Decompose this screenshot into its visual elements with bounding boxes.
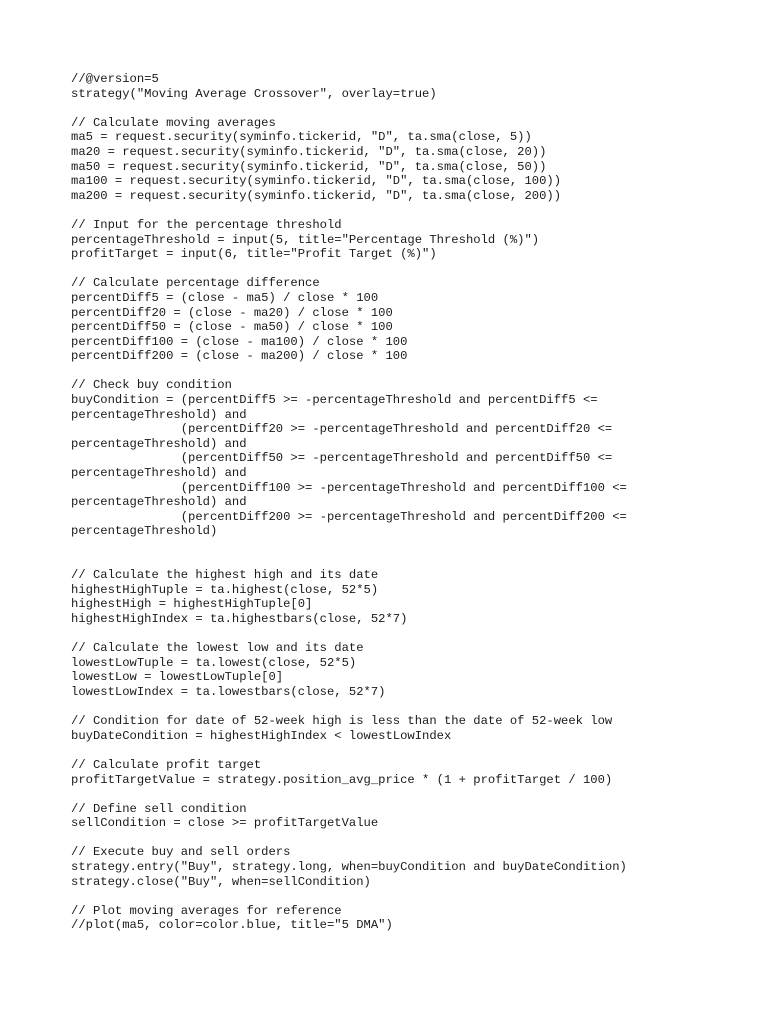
code-line (71, 554, 751, 569)
code-line (71, 743, 751, 758)
code-line: // Condition for date of 52-week high is less than the date of 52-week low (71, 714, 613, 729)
code-line: // Calculate percentage difference (71, 276, 320, 291)
code-line: // Calculate profit target (71, 757, 262, 772)
code-line: // Calculate moving averages (71, 115, 276, 130)
code-line: // Calculate the lowest low and its date (71, 641, 364, 656)
code-line: percentageThreshold) (71, 524, 218, 539)
code-line (71, 627, 751, 642)
code-line: // Input for the percentage threshold (71, 217, 342, 232)
code-line: // Execute buy and sell orders (71, 845, 291, 860)
code-line: profitTarget = input(6, title="Profit Target (%)") (71, 247, 437, 262)
code-line (71, 539, 751, 554)
code-line: (percentDiff200 >= -percentageThreshold and percentDiff200 <= (71, 509, 627, 524)
code-line (71, 889, 751, 904)
code-line: percentDiff50 = (close - ma50) / close * 100 (71, 320, 393, 335)
code-line: ma20 = request.security(syminfo.tickerid, "D", ta.sma(close, 20)) (71, 144, 547, 159)
code-block (71, 72, 751, 933)
code-line (71, 101, 751, 116)
code-line (71, 262, 751, 277)
code-line: // Define sell condition (71, 801, 247, 816)
code-line: percentageThreshold) and (71, 466, 247, 481)
code-line: strategy.entry("Buy", strategy.long, when=buyCondition and buyDateCondition) (71, 860, 627, 875)
code-line (71, 700, 751, 715)
code-line: lowestLowIndex = ta.lowestbars(close, 52*7) (71, 684, 386, 699)
code-line: percentageThreshold = input(5, title="Percentage Threshold (%)") (71, 232, 540, 247)
code-line: highestHighTuple = ta.highest(close, 52*5) (71, 582, 379, 597)
code-line: (percentDiff100 >= -percentageThreshold and percentDiff100 <= (71, 480, 627, 495)
code-line: percentageThreshold) and (71, 495, 247, 510)
code-line: percentageThreshold) and (71, 436, 247, 451)
code-line: highestHigh = highestHighTuple[0] (71, 597, 313, 612)
code-line: ma5 = request.security(syminfo.tickerid, "D", ta.sma(close, 5)) (71, 130, 532, 145)
code-line: // Plot moving averages for reference (71, 903, 342, 918)
code-line: buyDateCondition = highestHighIndex < lowestLowIndex (71, 728, 452, 743)
code-line: profitTargetValue = strategy.position_avg_price * (1 + profitTarget / 100) (71, 772, 613, 787)
code-line: percentDiff100 = (close - ma100) / close * 100 (71, 334, 408, 349)
code-line: //@version=5 (71, 72, 159, 86)
code-line: strategy.close("Buy", when=sellCondition) (71, 874, 371, 889)
code-line: lowestLow = lowestLowTuple[0] (71, 670, 284, 685)
code-line: ma200 = request.security(syminfo.tickerid, "D", ta.sma(close, 200)) (71, 188, 562, 203)
code-line (71, 787, 751, 802)
code-line: highestHighIndex = ta.highestbars(close, 52*7) (71, 611, 408, 626)
code-line: buyCondition = (percentDiff5 >= -percentageThreshold and percentDiff5 <= (71, 393, 598, 408)
code-line: strategy("Moving Average Crossover", overlay=true) (71, 86, 437, 101)
code-line: lowestLowTuple = ta.lowest(close, 52*5) (71, 655, 357, 670)
code-line: (percentDiff20 >= -percentageThreshold and percentDiff20 <= (71, 422, 613, 437)
code-line: ma100 = request.security(syminfo.tickerid, "D", ta.sma(close, 100)) (71, 174, 562, 189)
code-line: sellCondition = close >= profitTargetValue (71, 816, 379, 831)
code-line: //plot(ma5, color=color.blue, title="5 DMA") (71, 918, 393, 933)
code-line: // Check buy condition (71, 378, 232, 393)
code-line: percentDiff5 = (close - ma5) / close * 100 (71, 290, 379, 305)
code-line: percentDiff20 = (close - ma20) / close * 100 (71, 305, 393, 320)
code-line (71, 364, 751, 379)
code-line (71, 203, 751, 218)
code-line: // Calculate the highest high and its date (71, 568, 379, 583)
code-line: percentageThreshold) and (71, 407, 247, 422)
code-line: percentDiff200 = (close - ma200) / close * 100 (71, 349, 408, 364)
code-line: (percentDiff50 >= -percentageThreshold and percentDiff50 <= (71, 451, 613, 466)
code-line: ma50 = request.security(syminfo.tickerid, "D", ta.sma(close, 50)) (71, 159, 547, 174)
code-line (71, 831, 751, 846)
